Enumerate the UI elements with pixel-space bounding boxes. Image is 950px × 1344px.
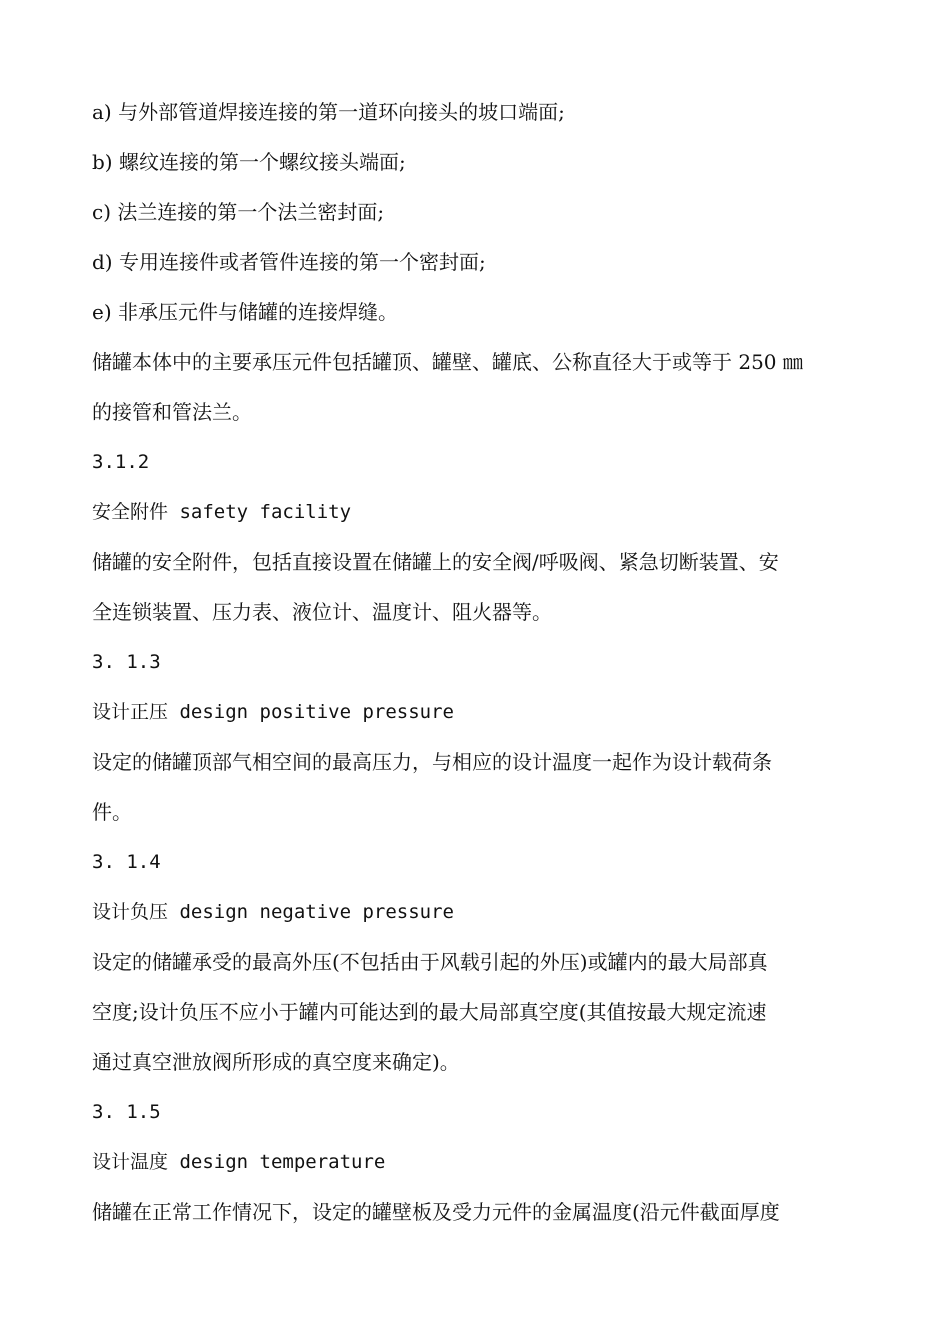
list-item-a: a) 与外部管道焊接连接的第一道环向接头的坡口端面; [92,100,565,124]
definition-line: 全连锁装置、压力表、液位计、温度计、阻火器等。 [92,600,552,624]
section-number: 3.1.2 [92,451,150,473]
definition-line: 储罐的安全附件，包括直接设置在储罐上的安全阀/呼吸阀、紧急切断装置、安 [92,550,779,574]
paragraph-line: 的接管和管法兰。 [92,400,252,424]
definition-line: 件。 [92,800,132,824]
term-heading: 设计温度 design temperature [92,1151,386,1173]
section-number: 3. 1.3 [92,651,161,673]
definition-line: 设定的储罐顶部气相空间的最高压力，与相应的设计温度一起作为设计载荷条 [92,750,772,774]
list-item-e: e) 非承压元件与储罐的连接焊缝。 [92,300,398,324]
term-heading: 设计负压 design negative pressure [92,901,454,923]
list-item-c: c) 法兰连接的第一个法兰密封面; [92,200,385,224]
section-number: 3. 1.5 [92,1101,161,1123]
term-heading: 安全附件 safety facility [92,501,352,523]
list-item-b: b) 螺纹连接的第一个螺纹接头端面; [92,150,406,174]
list-item-d: d) 专用连接件或者管件连接的第一个密封面; [92,250,486,274]
definition-line: 空度;设计负压不应小于罐内可能达到的最大局部真空度(其值按最大规定流速 [92,1000,767,1024]
term-heading: 设计正压 design positive pressure [92,701,454,723]
definition-line: 通过真空泄放阀所形成的真空度来确定)。 [92,1050,460,1074]
definition-line: 储罐在正常工作情况下，设定的罐壁板及受力元件的金属温度(沿元件截面厚度 [92,1200,780,1224]
paragraph-line: 储罐本体中的主要承压元件包括罐顶、罐壁、罐底、公称直径大于或等于 250 ㎜ [92,350,803,374]
section-number: 3. 1.4 [92,851,161,873]
definition-line: 设定的储罐承受的最高外压(不包括由于风载引起的外压)或罐内的最大局部真 [92,950,768,974]
